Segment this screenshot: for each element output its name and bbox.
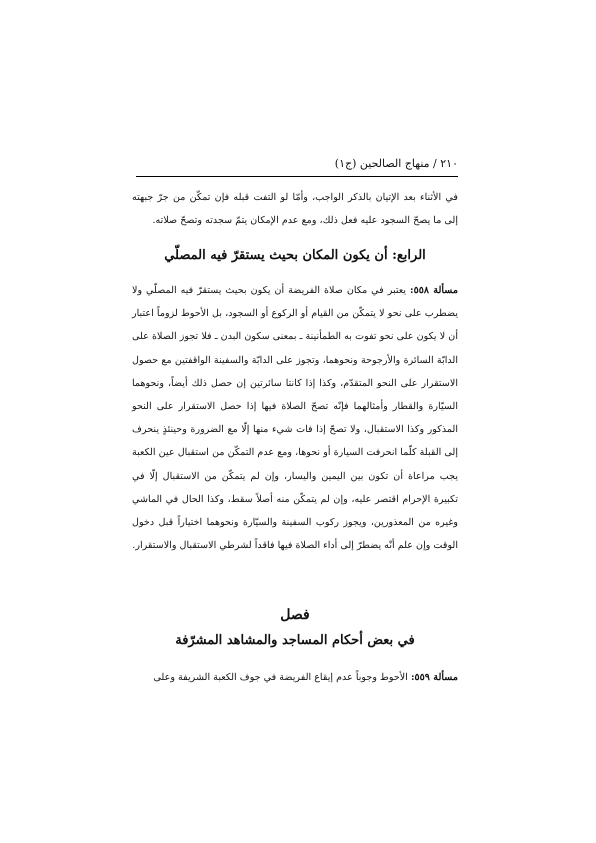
issue-558-text: يعتبر في مكان صلاة الفريضة أن يكون بحيث يستقرّ فيه المصلّي ولا يضطرب على نحو لا يتمكّن من القيام أو الركوع أو السجود، بل الأحوط لزوماً اعتبار أن لا يكون على نحو تفوت به الطمأنينة ـ بمعنى سكون البدن ـ فلا تجوز الصلاة على الدابّة السائرة والأرجوحة ونحوهما، وتجوز على الدابّة والسفينة الواقفتين مع حصول الاستقرار على النحو المتقدّم، وكذا إذا كانتا سائرتين إن حصل ذلك أيضاً، ونحوهما السيّارة والقطار وأمثالهما فإنّه تصحّ الصلاة فيها إذا حصل الاستقرار على النحو المذكور وكذا الاستقبال، ولا تصحّ إذا فات شيء منها إلّا مع الضرورة وحينئذٍ ينحرف إلى القبلة كلّما انحرفت السيارة أو نحوها، ومع عدم التمكّن من استقبال عين الكعبة يجب مراعاة أن تكون بين اليمين واليسار، وإن لم يتمكّن من الاستقبال إلّا في تكبيرة الإحرام اقتصر عليه، وإن لم يتمكّن منه أصلاً سقط، وكذا الحال في الماشي وغيره من المعذورين، ويجوز ركوب السفينة والسيّارة ونحوهما اختياراً قبل دخول الوقت وإن علم أنّه يضطرّ إلى أداء الصلاة فيها فاقداً لشرطي الاستقبال والاستقرار. bbox=[132, 285, 458, 552]
running-header: ٢١٠ / منهاج الصالحين (ج١) bbox=[334, 157, 458, 170]
intro-paragraph: في الأثناء بعد الإتيان بالذكر الواجب، وأمّا لو التفت قبله فإن تمكّن من جرّ جبهته إلى ما يصحّ السجود عليه فعل ذلك، ومع عدم الإمكان يتمّ سجدته وتصحّ صلاته. bbox=[132, 192, 458, 227]
issue-558-label: مسألة ٥٥٨: bbox=[410, 285, 458, 296]
heading-fourth-condition: الرابع: أن يكون المكان بحيث يستقرّ فيه المصلّي bbox=[164, 248, 426, 263]
issue-559-text: الأحوط وجوباً عدم إيقاع الفريضة في جوف الكعبة الشريفة وعلى bbox=[153, 672, 411, 683]
section-fasl-subtitle: في بعض أحكام المساجد والمشاهد المشرّفة bbox=[175, 633, 415, 648]
section-fasl-title: فصل bbox=[280, 607, 310, 623]
intro-paragraph-block bbox=[132, 186, 458, 232]
header-rule bbox=[136, 176, 458, 177]
issue-558-block bbox=[132, 279, 458, 557]
issue-559-label: مسألة ٥٥٩: bbox=[410, 672, 458, 683]
issue-558-paragraph bbox=[132, 279, 458, 557]
issue-559-paragraph bbox=[132, 666, 458, 689]
issue-559-block bbox=[132, 666, 458, 689]
